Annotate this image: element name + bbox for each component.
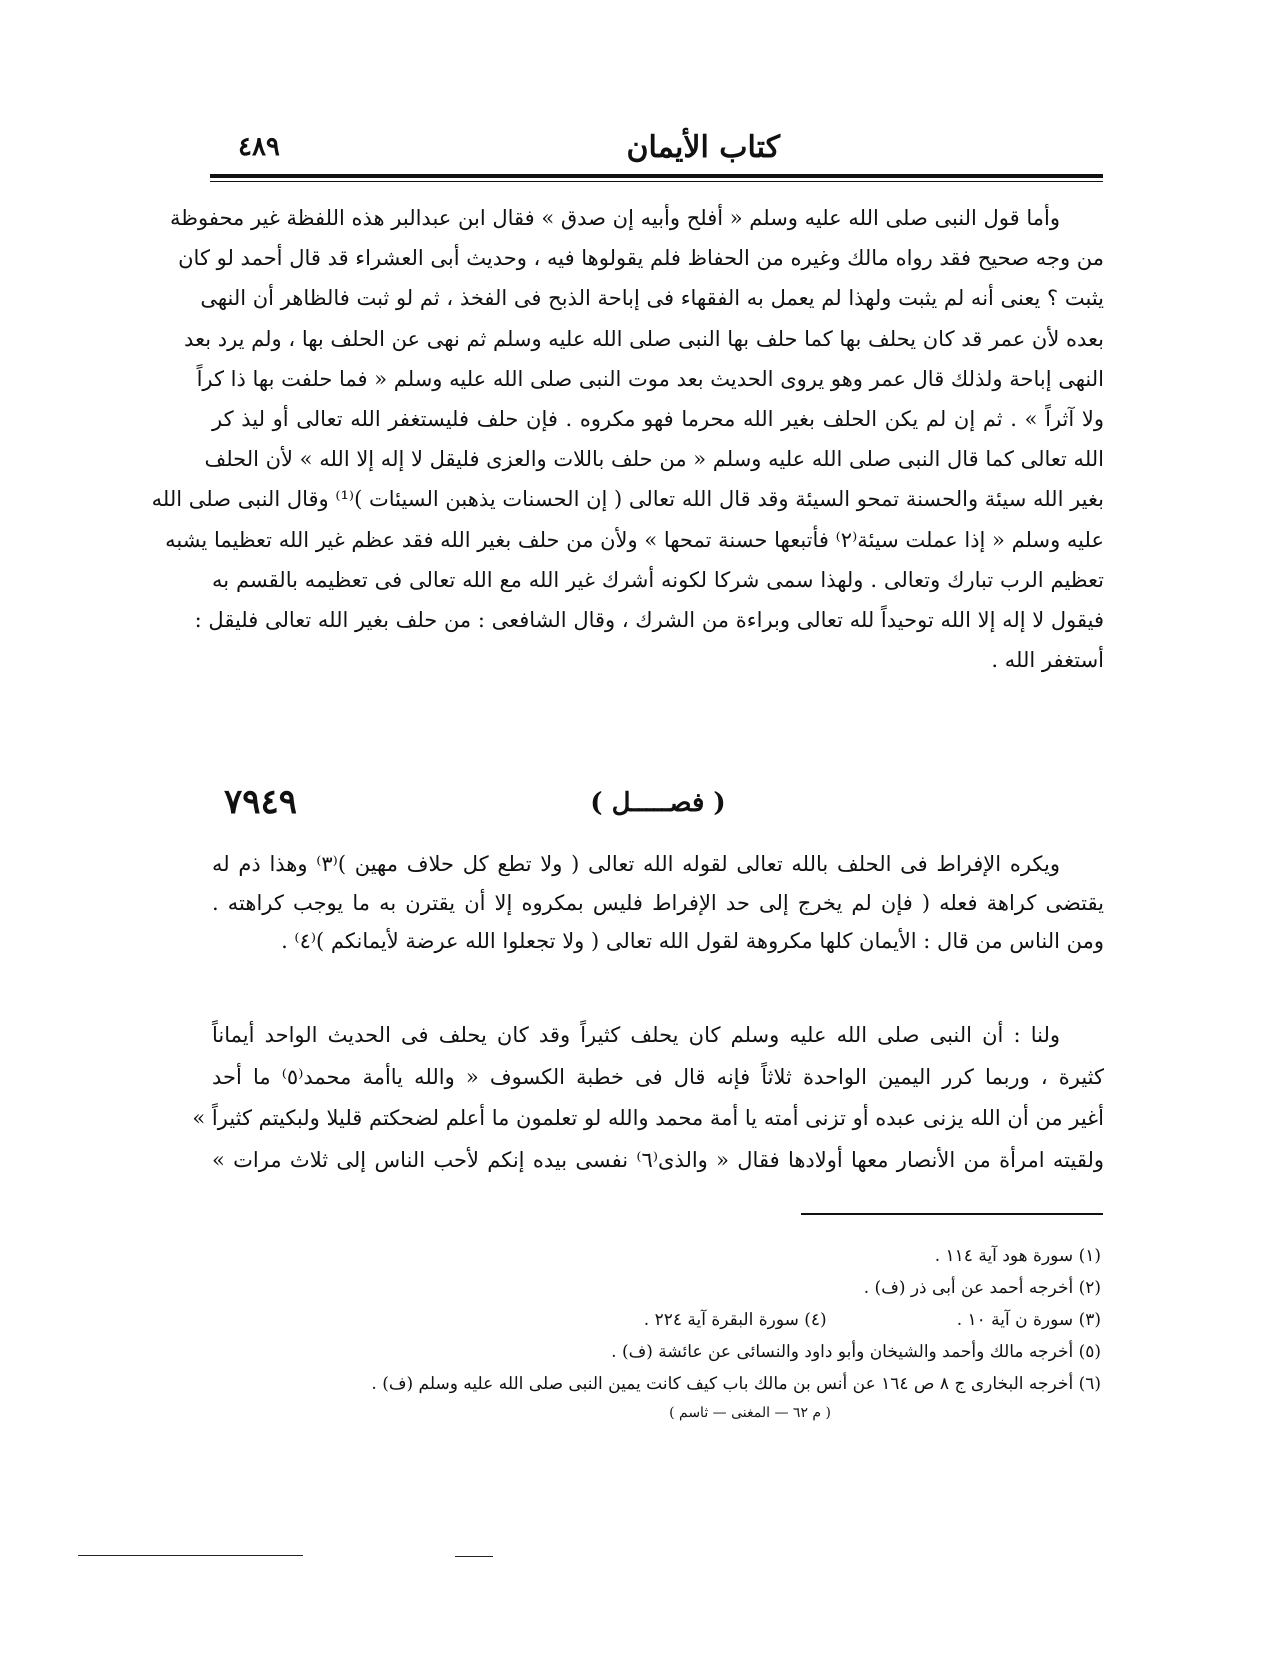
text-line: أغير من أن الله يزنى عبده أو تزنى أمته يا أمة محمد والله لو تعلمون ما أعلم لضحكتم قليلا ولبكيتم كثيراً »: [192, 1106, 1104, 1130]
footnote-4: (٤) سورة البقرة آية ٢٢٤ .: [643, 1310, 827, 1330]
paragraph-2: [212, 845, 1104, 961]
footnote-2: (٢) أخرجه أحمد عن أبى ذر (ف) .: [863, 1278, 1101, 1298]
section-title: ( فصـــــل ): [590, 788, 726, 818]
section-number: ٧٩٤٩: [224, 782, 298, 822]
page-header: [210, 128, 1110, 178]
text-line: بعده لأن عمر قد كان يحلف بها كما حلف بها النبى صلى الله عليه وسلم ثم نهى عن الحلف بها ، ولم يرد بعد: [184, 326, 1104, 351]
page-number: ٤٨٩: [238, 132, 280, 162]
footnote-3: (٣) سورة ن آية ١٠ .: [956, 1310, 1101, 1330]
text-line: بغير الله سيئة والحسنة تمحو السيئة وقد قال الله تعالى ( إن الحسنات يذهبن السيئات )⁽¹⁾ وقال النبى صلى الله: [151, 487, 1104, 512]
footnote-1: (١) سورة هود آية ١١٤ .: [934, 1246, 1101, 1266]
text-line: ولنا : أن النبى صلى الله عليه وسلم كان يحلف كثيراً وقد كان يحلف فى الحديث الواحد أيماناً: [212, 1023, 1060, 1047]
bottom-rule: [455, 1556, 493, 1557]
book-title: كتاب الأيمان: [626, 130, 780, 165]
footnote-6: (٦) أخرجه البخارى ج ٨ ص ١٦٤ عن أنس بن مالك باب كيف كانت يمين النبى صلى الله عليه وسلم (ف) .: [371, 1374, 1101, 1394]
footnote-5: (٥) أخرجه مالك وأحمد والشيخان وأبو داود والنسائى عن عائشة (ف) .: [611, 1342, 1101, 1362]
text-line: ومن الناس من قال : الأيمان كلها مكروهة لقول الله تعالى ( ولا تجعلوا الله عرضة لأيمانكم )⁽٤⁾ .: [281, 929, 1104, 953]
text-line: ويكره الإفراط فى الحلف بالله تعالى لقوله الله تعالى ( ولا تطع كل حلاف مهين )⁽٣⁾ وهذا ذم له: [212, 852, 1060, 876]
text-line: فيقول لا إله إلا الله توحيداً لله تعالى وبراءة من الشرك ، وقال الشافعى : من حلف بغير الله تعالى فليقل :: [194, 607, 1104, 632]
text-line: ولقيته امرأة من الأنصار معها أولادها فقال « والذى⁽٦⁾ نفسى بيده إنكم لأحب الناس إلى ثلاث مرات »: [212, 1147, 1105, 1172]
paragraph-1: [151, 198, 1104, 680]
text-line: عليه وسلم « إذا عملت سيئة⁽٢⁾ فأتبعها حسنة تمحها » ولأن من حلف بغير الله فقد عظم غير الله تعظيما يشبه: [165, 527, 1104, 552]
section-heading: [212, 782, 1104, 832]
print-signature: ( م ٦٢ — المغنى — ثاسم ): [669, 1405, 831, 1421]
text-line: وأما قول النبى صلى الله عليه وسلم « أفلح وأبيه إن صدق » فقال ابن عبدالبر هذه اللفظة غير محفوظة: [170, 206, 1060, 230]
footnotes: [341, 1240, 1101, 1426]
footnote-row-3-4: [341, 1304, 1101, 1336]
text-line: الله تعالى كما قال النبى صلى الله عليه وسلم « من حلف باللات والعزى فليقل لا إله إلا الله » لأن الحلف: [204, 447, 1104, 472]
text-line: النهى إباحة ولذلك قال عمر وهو يروى الحديث بعد موت النبى صلى الله عليه وسلم « فما حلفت بها ذا كراً: [196, 366, 1104, 391]
text-line: كثيرة ، وربما كرر اليمين الواحدة ثلاثاً فإنه قال فى خطبة الكسوف « والله ياأمة محمد⁽٥⁾ ما أحد: [212, 1064, 1104, 1089]
header-rule-thick: [210, 174, 1103, 178]
text-line: ولا آثراً » . ثم إن لم يكن الحلف بغير الله محرما فهو مكروه . فإن حلف فليستغفر الله تعالى أو ليذ كر: [212, 406, 1104, 431]
footnote-separator: [801, 1213, 1103, 1215]
header-rule-thin: [210, 181, 1103, 182]
text-line: يثبت ؟ يعنى أنه لم يثبت ولهذا لم يعمل به الفقهاء فى إباحة الذبح فى الفخذ ، ثم لو ثبت فالظاهر أن النهى: [200, 286, 1104, 311]
paragraph-3: [192, 1015, 1105, 1181]
text-line: تعظيم الرب تبارك وتعالى . ولهذا سمى شركا لكونه أشرك غير الله مع الله تعالى فى تعظيمه بالقسم به: [212, 567, 1104, 592]
text-line: يقتضى كراهة فعله ( فإن لم يخرج إلى حد الإفراط فليس بمكروه إلا أن يقترن به ما يوجب كراهته .: [212, 890, 1104, 915]
text-line: من وجه صحيح فقد رواه مالك وغيره من الحفاظ فلم يقولوها فيه ، وحديث أبى العشراء قد قال أحمد لو كان: [178, 246, 1104, 271]
text-line: أستغفر الله .: [991, 648, 1104, 673]
bottom-rule: [78, 1555, 303, 1556]
